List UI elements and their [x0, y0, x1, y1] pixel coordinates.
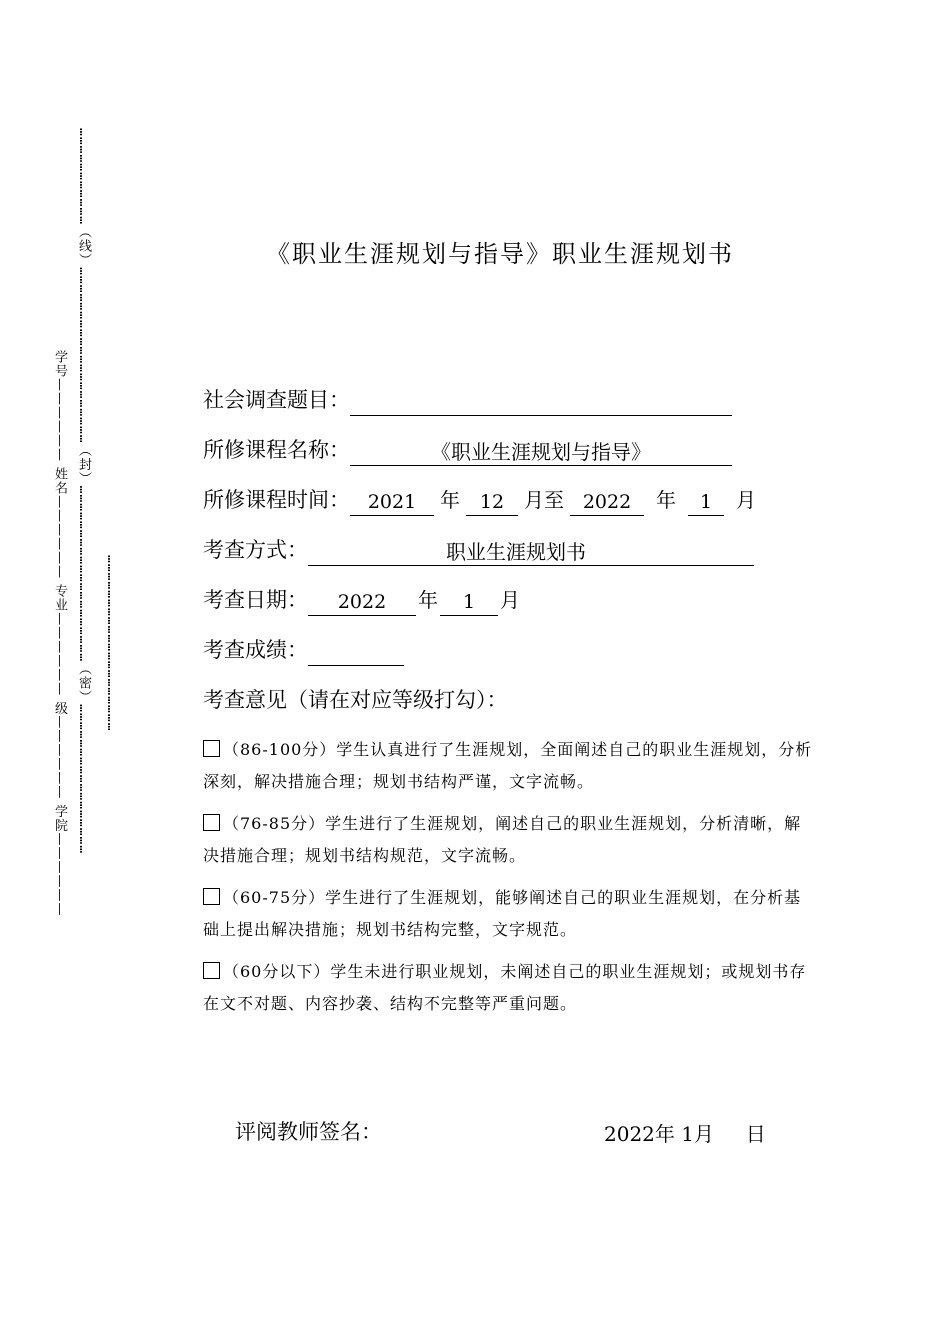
exam-score-row: [203, 634, 404, 666]
year-unit-2: 年: [656, 488, 676, 512]
exam-method-value: 职业生涯规划书: [446, 540, 586, 564]
grade-option: [203, 882, 815, 946]
grade-option-text: （60分以下）学生未进行职业规划，未阐述自己的职业生涯规划；或规划书存在文不对题、内容抄袭、结构不完整等严重问题。: [203, 962, 807, 1013]
page-title: 《职业生涯规划与指导》职业生涯规划书: [266, 240, 734, 268]
grade-option-text: （76-85分）学生进行了生涯规划，阐述自己的职业生涯规划，分析清晰，解决措施合理；规划书结构规范，文字流畅。: [203, 814, 802, 865]
checkbox-icon[interactable]: [203, 962, 220, 979]
course-name-label: 所修课程名称：: [203, 438, 350, 462]
exam-year-field[interactable]: 2022: [308, 589, 416, 616]
exam-date-label: 考查日期：: [203, 588, 308, 612]
exam-method-row: [203, 534, 754, 566]
month-to-unit: 月至: [524, 488, 564, 512]
signature-date: 2022年 1月 日: [604, 1122, 766, 1146]
opinion-label: 考查意见（请在对应等级打勾）：: [203, 688, 508, 712]
survey-topic-row: [203, 384, 732, 416]
exam-month-field[interactable]: 1: [440, 589, 498, 616]
exam-month-unit: 月: [500, 588, 520, 612]
exam-method-label: 考查方式：: [203, 538, 308, 562]
survey-topic-label: 社会调查题目：: [203, 388, 350, 412]
start-year-field[interactable]: 2021: [350, 489, 434, 516]
grade-option-text: （60-75分）学生进行了生涯规划，能够阐述自己的职业生涯规划，在分析基础上提出解决措施；规划书结构完整，文字规范。: [203, 888, 802, 939]
binding-line-dotted: ……………………………（线）……………………………………………………（封）……………………………………………………（密）……………………………………………: [76, 128, 91, 855]
exam-score-field[interactable]: [308, 639, 404, 666]
checkbox-icon[interactable]: [203, 740, 220, 757]
exam-year-unit: 年: [418, 588, 438, 612]
exam-date-row: [203, 584, 522, 616]
grade-option: [203, 956, 815, 1020]
end-year-field[interactable]: 2022: [570, 489, 644, 516]
month-unit: 月: [736, 488, 756, 512]
signature-label: 评阅教师签名：: [235, 1120, 382, 1144]
exam-method-field[interactable]: [308, 539, 754, 566]
grade-option: [203, 808, 815, 872]
year-unit: 年: [440, 488, 460, 512]
course-time-row: [203, 484, 762, 516]
grade-option: [203, 734, 815, 798]
course-name-row: [203, 434, 732, 466]
grade-option-text: （86-100分）学生认真进行了生涯规划，全面阐述自己的职业生涯规划，分析深刻，解决措施合理；规划书结构严谨，文字流畅。: [203, 740, 813, 791]
binding-student-info: 学号—————— 姓名—————— 专业—————— 级—————— 学院——————: [52, 350, 67, 917]
checkbox-icon[interactable]: [203, 888, 220, 905]
course-time-label: 所修课程时间：: [203, 488, 350, 512]
exam-score-label: 考查成绩：: [203, 638, 308, 662]
end-month-field[interactable]: 1: [688, 489, 724, 516]
checkbox-icon[interactable]: [203, 814, 220, 831]
start-month-field[interactable]: 12: [466, 489, 518, 516]
binding-line-short: ……………………………………………………: [104, 555, 119, 732]
survey-topic-field[interactable]: [350, 389, 732, 416]
course-name-field[interactable]: 《职业生涯规划与指导》: [350, 439, 732, 466]
